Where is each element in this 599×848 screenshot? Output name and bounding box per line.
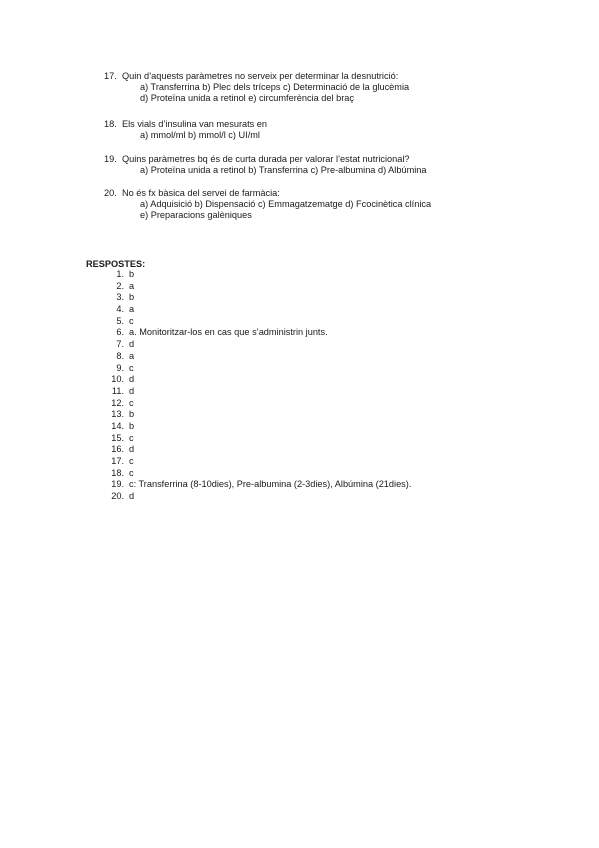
answer-number: 5.: [116, 315, 124, 326]
answer-number: 1.: [116, 269, 124, 279]
question-number: 20.: [104, 188, 117, 198]
answer-number: 10.: [111, 374, 124, 385]
answer-number: 20.: [111, 491, 124, 502]
answer-item: [104, 374, 411, 386]
answer-value: d: [129, 374, 135, 385]
question-number: 19.: [104, 154, 117, 164]
question-text: Els vials d’insulina van mesurats en: [122, 119, 268, 129]
answer-value: c: [129, 397, 134, 408]
answer-value: b: [129, 420, 135, 431]
question-number: 17.: [104, 71, 117, 81]
answer-item: [104, 468, 411, 480]
answer-number: 19.: [111, 479, 124, 490]
question-options-line: a) Proteïna unida a retinol b) Transferrina c) Pre-albumina d) Albúmina: [140, 165, 427, 175]
answer-item: [104, 409, 411, 421]
answer-number: 7.: [116, 339, 124, 350]
question-20-stem: [104, 187, 564, 199]
answers-heading: RESPOSTES:: [86, 259, 146, 269]
answer-value: b: [129, 292, 135, 303]
question-options-line: d) Proteïna unida a retinol e) circumferència del braç: [140, 93, 354, 103]
answer-item: [104, 327, 411, 339]
question-19-stem: [104, 153, 564, 165]
answer-item: [104, 269, 411, 281]
answer-value: b: [129, 409, 135, 420]
question-options-line: e) Preparacions galèniques: [140, 210, 252, 220]
answer-number: 14.: [111, 420, 124, 431]
answer-number: 4.: [116, 304, 124, 315]
answer-value: c: [129, 467, 134, 478]
answer-value: a: [129, 280, 135, 291]
question-options-line: a) Transferrina b) Plec dels tríceps c) Determinació de la glucèmia: [140, 82, 410, 92]
answer-number: 18.: [111, 467, 124, 478]
answer-value: c: [129, 432, 134, 443]
answer-value: a: [129, 304, 135, 315]
answer-item: [104, 444, 411, 456]
answer-item: [104, 421, 411, 433]
question-text: Quins paràmetres bq és de curta durada per valorar l’estat nutricional?: [122, 154, 410, 164]
answer-item: [104, 292, 411, 304]
answer-value: c: [129, 456, 134, 466]
answer-item: [104, 479, 411, 491]
answer-value: a. Monitoritzar-los en cas que s’administrin junts.: [129, 327, 328, 338]
answer-item: [104, 386, 411, 398]
question-text: Quin d’aquests paràmetres no serveix per determinar la desnutrició:: [122, 71, 399, 81]
answer-value: c: Transferrina (8-10dies), Pre-albumina (2-3dies), Albúmina (21dies).: [129, 479, 412, 490]
answer-value: c: [129, 315, 134, 326]
question-19: [104, 153, 564, 176]
answer-number: 8.: [116, 350, 124, 361]
answer-item: [104, 351, 411, 363]
answer-item: [104, 398, 411, 410]
answers-list: [104, 269, 411, 503]
answer-number: 11.: [111, 385, 124, 396]
answer-number: 12.: [111, 397, 124, 408]
answer-number: 3.: [116, 292, 124, 303]
answer-item: [104, 304, 411, 316]
answer-value: d: [129, 444, 135, 455]
answer-value: d: [129, 385, 135, 396]
answer-number: 13.: [111, 409, 124, 420]
question-options-line: a) mmol/ml b) mmol/l c) UI/ml: [140, 130, 260, 140]
question-17: [104, 70, 564, 104]
answer-item: [104, 456, 411, 468]
answer-value: b: [129, 269, 135, 279]
answer-item: [104, 281, 411, 293]
answer-number: 9.: [116, 362, 124, 373]
answer-number: 17.: [111, 456, 124, 466]
answer-item: [104, 316, 411, 328]
question-18: [104, 118, 564, 141]
question-18-stem: [104, 118, 564, 130]
question-text: No és fx bàsica del servei de farmàcia:: [122, 188, 280, 198]
answer-number: 6.: [116, 327, 124, 338]
answer-value: d: [129, 491, 135, 502]
answer-value: a: [129, 350, 135, 361]
question-number: 18.: [104, 119, 117, 129]
answer-number: 16.: [111, 444, 124, 455]
answer-item: [104, 339, 411, 351]
question-options-line: a) Adquisició b) Dispensació c) Emmagatzematge d) Fcocinètica clínica: [140, 199, 432, 209]
answer-value: d: [129, 339, 135, 350]
answer-item: [104, 433, 411, 445]
question-17-stem: [104, 70, 564, 82]
answer-item: [104, 491, 411, 503]
question-20: [104, 187, 564, 221]
answer-number: 15.: [111, 432, 124, 443]
answer-number: 2.: [116, 280, 124, 291]
answer-value: c: [129, 362, 134, 373]
answer-item: [104, 363, 411, 375]
